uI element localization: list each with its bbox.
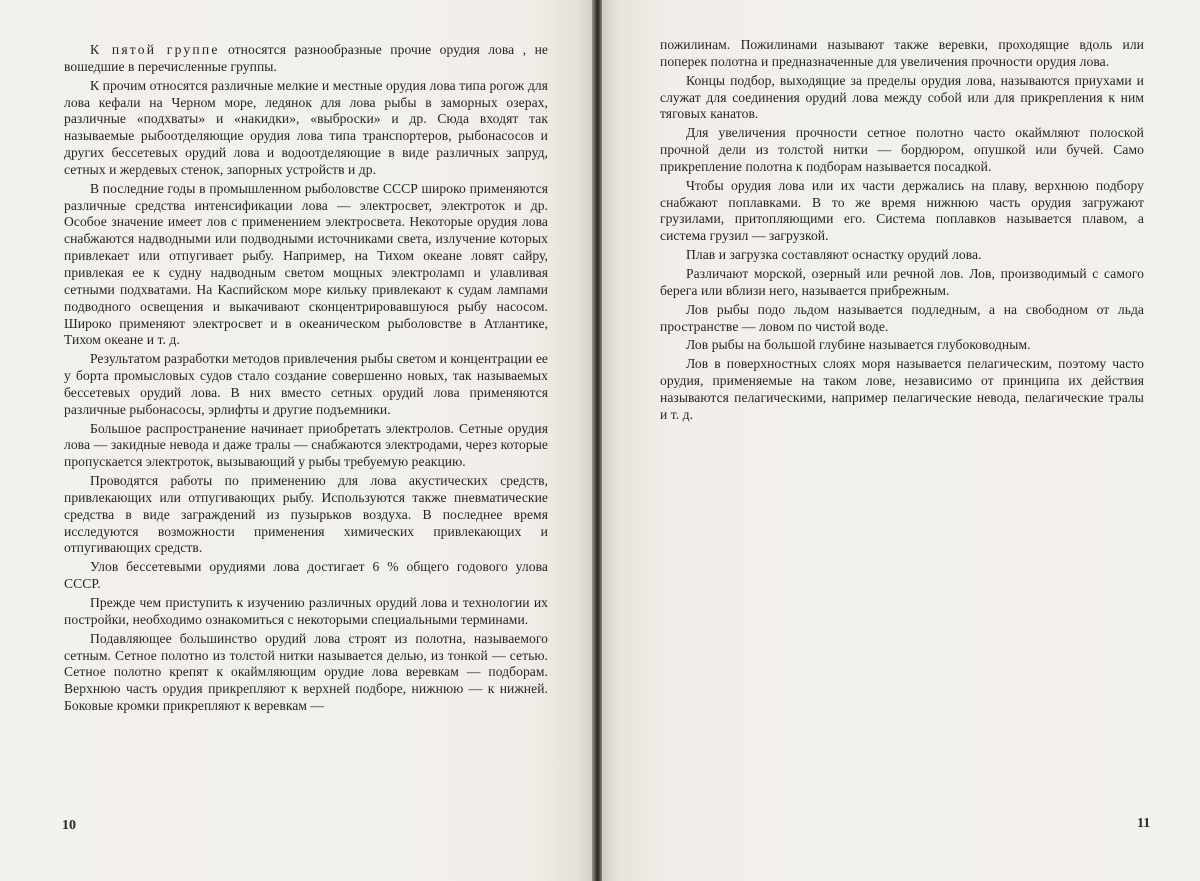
paragraph: К прочим относятся различные мелкие и местные орудия лова типа рогож для лова кефали на Черном море, ледянок для лова рыбы в заморных озерах, различные «подхваты» и «накидки», «выброски» и др. Сюда входят так называемые рыбоотделяющие орудия лова типа транспортеров, рыбонасосов и других бессетевых орудий лова и водоотделяющие в виде различных запруд, сетных и жердевых стенок, запорных устройств и др. bbox=[64, 77, 548, 177]
page-number-left: 10 bbox=[62, 818, 76, 833]
continued-paragraph: пожилинам. Пожилинами называют также веревки, проходящие вдоль или поперек полотна и предназначенные для увеличения прочности орудия лова. bbox=[660, 37, 1144, 69]
right-page bbox=[600, 0, 1200, 881]
paragraph: Концы подбор, выходящие за пределы орудия лова, называются приухами и служат для соединения орудий лова между собой или для прикрепления к ним тяговых канатов. bbox=[660, 72, 1144, 122]
left-page-text bbox=[64, 42, 548, 717]
paragraph: Лов в поверхностных слоях моря называется пелагическим, поэтому часто орудия, применяемые на таком лове, независимо от принципа их действия называются пелагическими, например пелагические невода, пелагические тралы и т. д. bbox=[660, 356, 1144, 422]
lead-spaced-phrase: К пятой группе bbox=[90, 42, 220, 57]
paragraph: Лов рыбы на большой глубине называется глубоководным. bbox=[686, 337, 1031, 353]
paragraph: Различают морской, озерный или речной лов. Лов, производимый с самого берега или вблизи него, называется прибрежным. bbox=[660, 265, 1144, 298]
book-gutter bbox=[592, 0, 602, 881]
paragraph: Результатом разработки методов привлечения рыбы светом и концентрации ее у борта промысловых судов стало создание совершенно новых, так называемых бессетевых орудий лова. В них вместо сетных орудий лова применяются различные рыбонасосы, эрлифты и другие подъемники. bbox=[64, 351, 548, 417]
paragraph: Большое распространение начинает приобретать электролов. Сетные орудия лова — закидные невода и даже тралы — снабжаются электродами, через которые пропускается электроток, вызывающий у рыбы требуемую реакцию. bbox=[64, 420, 548, 470]
lead-paragraph-rest: относятся разнообразные прочие орудия лова , не вошедшие в перечисленные группы. bbox=[64, 42, 548, 74]
paragraph: В последние годы в промышленном рыболовстве СССР широко применяются различные средства интенсификации лова — электросвет, электроток и др. Особое значение имеет лов с применением электросвета. Некоторые орудия лова снабжаются надводными или подводными источниками света, излучение которых привлекает или отпугивает рыбу. Например, на Тихом океане ловят сайру, привлекая ее к судну надводным светом мощных электроламп и улавливая сетными подхватами. На Каспийском море кильку привлекают к судам лампами подводного освещения и выкачивают сконцентрировавшуюся рыбу насосом. Широко применяют электросвет и в океаническом рыболовстве в Атлантике, Тихом океане и т. д. bbox=[64, 180, 548, 348]
lead-paragraph bbox=[64, 42, 548, 76]
paragraph: Прежде чем приступить к изучению различных орудий лова и технологии их постройки, необходимо ознакомиться с некоторыми специальными терминами. bbox=[64, 595, 548, 627]
left-page bbox=[0, 0, 596, 881]
paragraph: Проводятся работы по применению для лова акустических средств, привлекающих или отпугивающих рыбу. Используются также пневматические средства в виде заграждений из пузырьков воздуха. В последнее время исследуются возможности применения химических привлекающих и отпугивающих средств. bbox=[64, 473, 548, 556]
paragraph: Плав и загрузка составляют оснастку орудий лова. bbox=[686, 247, 982, 263]
paragraph: Чтобы орудия лова или их части держались на плаву, верхнюю подбору снабжают поплавками. В то же время нижнюю часть орудия загружают грузилами, притопляющими его. Система поплавков называется плавом, а система грузил — загрузкой. bbox=[660, 177, 1144, 244]
paragraph: Для увеличения прочности сетное полотно часто окаймляют полоской прочной дели из толстой нитки — бордюром, опушкой или бучей. Само прикрепление полотна к подборам называется посадкой. bbox=[660, 125, 1144, 174]
right-page-text bbox=[660, 37, 1144, 426]
paragraph: Подавляющее большинство орудий лова строят из полотна, называемого сетным. Сетное полотно из толстой нитки называется делью, из тонкой — сетью. Сетное полотно крепят к окаймляющим орудие лова веревкам — подборам. Верхнюю часть орудия прикрепляют к верхней подборе, нижнюю — к нижней. Боковые кромки прикрепляют к веревкам — bbox=[64, 630, 548, 714]
paragraph: Улов бессетевыми орудиями лова достигает 6 % общего годового улова СССР. bbox=[64, 559, 548, 592]
paragraph: Лов рыбы подо льдом называется подледным, а на свободном от льда пространстве — ловом по чистой воде. bbox=[660, 301, 1144, 334]
page-number-right: 11 bbox=[1137, 816, 1151, 831]
